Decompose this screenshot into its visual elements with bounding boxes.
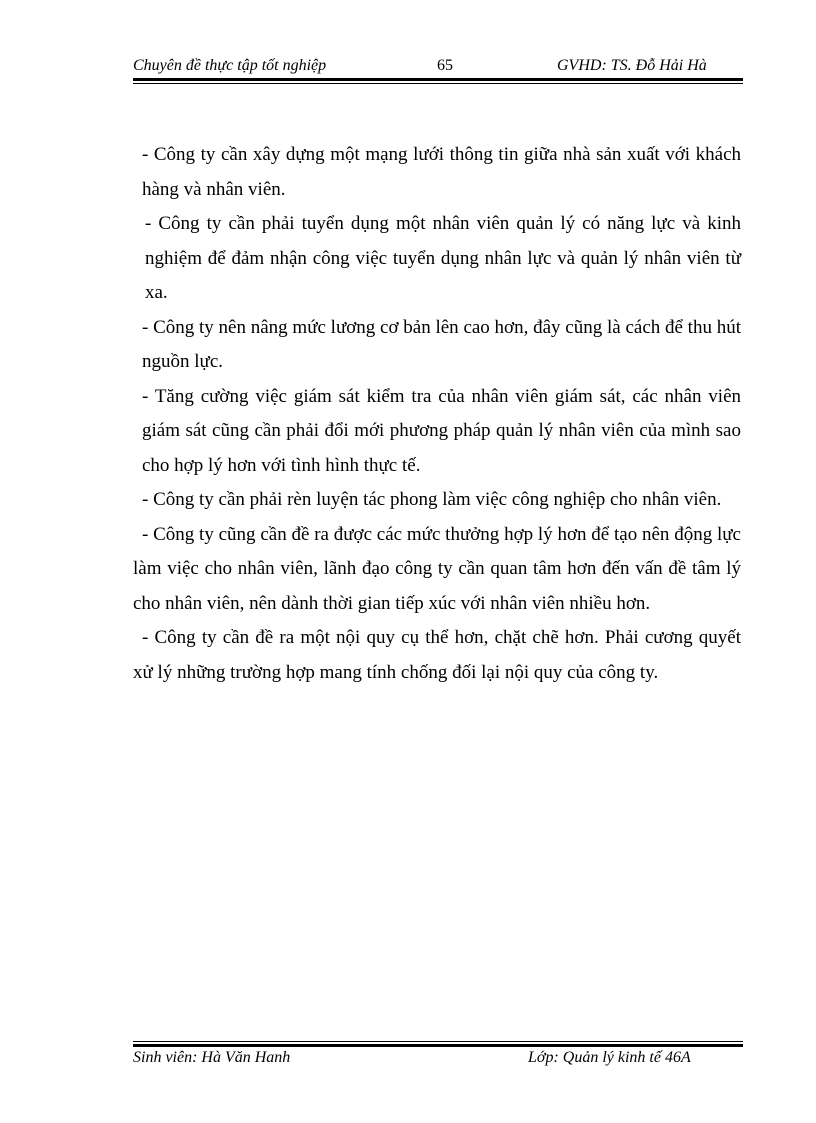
footer-class-name: Lớp: Quản lý kinh tế 46A — [528, 1049, 691, 1066]
body-paragraph-5: - Công ty cần phải rèn luyện tác phong làm việc công nghiệp cho nhân viên. — [142, 489, 722, 510]
body-paragraph-6: - Công ty cũng cần đề ra được các mức thưởng hợp lý hơn để tạo nên động lực làm việc cho nhân viên, lãnh đạo công ty cần quan tâm hơn đến vấn đề tâm lý cho nhân viên, nên dành thời gian tiếp xúc với nhân viên nhiều hơn. — [133, 523, 741, 614]
page-header — [133, 57, 743, 79]
header-page-number: 65 — [437, 57, 453, 74]
body-paragraph-7: - Công ty cần đề ra một nội quy cụ thể hơn, chặt chẽ hơn. Phải cương quyết xử lý những trường hợp mang tính chống đối lại nội quy của công ty. — [133, 627, 741, 683]
header-document-title: Chuyên đề thực tập tốt nghiệp — [133, 57, 327, 74]
body-paragraph-2: - Công ty cần phải tuyển dụng một nhân viên quản lý có năng lực và kinh nghiệm để đảm nhận công việc tuyển dụng nhân lực và quản lý nhân viên từ xa. — [145, 213, 741, 303]
footer-student-name: Sinh viên: Hà Văn Hanh — [133, 1049, 291, 1066]
page-footer — [133, 1049, 743, 1071]
body-paragraph-4: - Tăng cường việc giám sát kiểm tra của nhân viên giám sát, các nhân viên giám sát cũng cần phải đổi mới phương pháp quản lý nhân viên của mình sao cho hợp lý hơn với tình hình thực tế. — [142, 385, 741, 476]
body-paragraph-3: - Công ty nên nâng mức lương cơ bản lên cao hơn, đây cũng là cách để thu hút nguồn lực. — [142, 316, 741, 372]
header-advisor: GVHD: TS. Đỗ Hải Hà — [557, 57, 707, 74]
document-body — [133, 138, 741, 690]
footer-rule-thin — [133, 1041, 743, 1042]
header-rule-thick — [133, 78, 743, 81]
header-rule-thin — [133, 83, 743, 84]
body-paragraph-1: - Công ty cần xây dựng một mạng lưới thông tin giữa nhà sản xuất với khách hàng và nhân viên. — [142, 144, 741, 200]
footer-rule-thick — [133, 1044, 743, 1047]
